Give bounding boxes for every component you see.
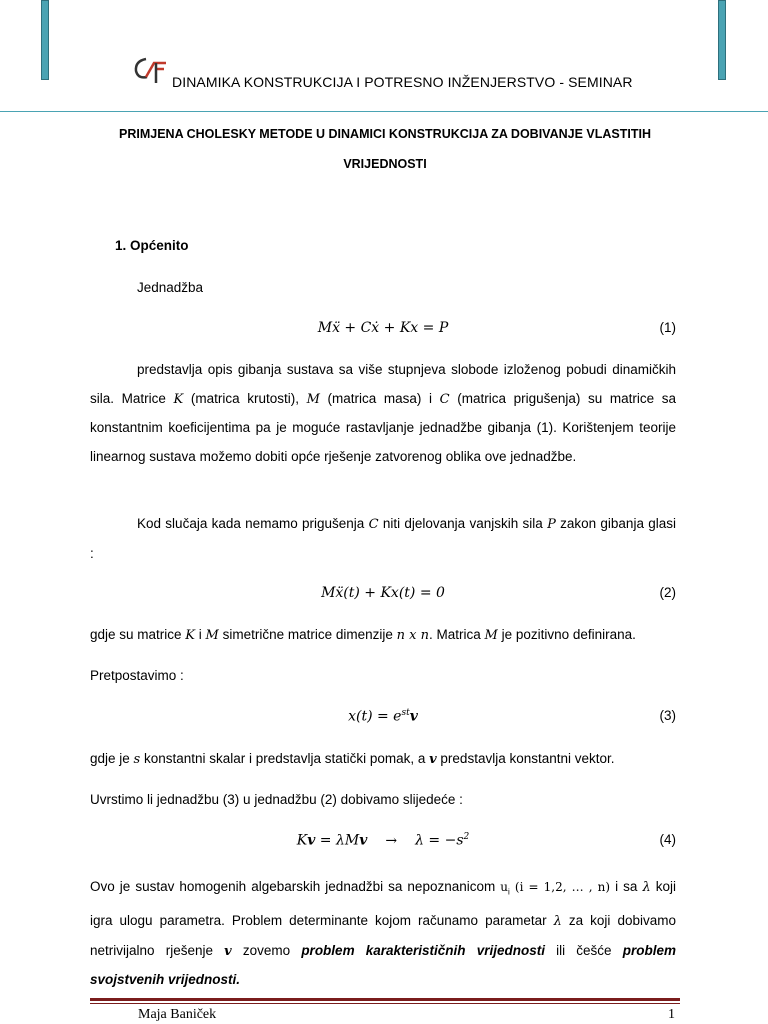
math-vector-v: v: [224, 943, 232, 959]
paragraph-5-text-b: konstantni skalar i predstavlja statički pomak, a: [140, 751, 430, 766]
paragraph-1-text-d: (matrica prigušenja) su matrice sa konstantnim koeficijentima pa je moguće rastavljanje jednadžbe gibanja (1). Korištenjem teorije linearnog sustava možemo dobiti opće rješenje zatvorenog oblika ove jednadžbe.: [90, 390, 676, 464]
equation-3-exponent: st: [401, 708, 410, 718]
equation-2-formula: Mẍ(t) + Kx(t) = 0: [321, 585, 445, 601]
math-symbol-lambda: λ: [642, 880, 651, 895]
paragraph-7-text-b: i sa: [610, 879, 643, 894]
paragraph-7-text-c: koji igra ulogu parametra. Problem determinante kojom računamo parametar: [90, 879, 677, 929]
equation-4-middle: = λM: [315, 832, 360, 849]
equation-4-vector: v: [307, 832, 316, 849]
faculty-logo-icon: [132, 55, 170, 85]
section-heading: 1. Općenito: [115, 238, 189, 253]
math-symbol-P: P: [547, 517, 556, 532]
math-symbol-M: M: [306, 391, 320, 407]
math-vector-v: v: [429, 752, 437, 767]
paragraph-3-text-b: i: [195, 627, 206, 642]
paragraph-3-text-c: simetrične matrice dimenzije: [218, 627, 397, 642]
paragraph-2-text-a: Kod slučaja kada nemamo prigušenja: [137, 516, 369, 531]
right-decorative-bar: [718, 0, 726, 80]
equation-4-K: K: [296, 832, 308, 849]
paragraph-2-text-b: niti djelovanja vanjskih sila: [378, 516, 548, 531]
paragraph-1-text-b: (matrica krutosti),: [183, 390, 307, 406]
footer-author: Maja Baniček: [138, 1007, 217, 1022]
header-title: DINAMIKA KONSTRUKCIJA I POTRESNO INŽENJERSTVO - SEMINAR: [172, 74, 633, 90]
footer-divider-thin: [90, 1003, 680, 1004]
math-symbol-M: M: [484, 628, 498, 643]
equation-3-base: x(t) = e: [348, 708, 402, 725]
paragraph-2: [90, 510, 676, 568]
equation-4-vector: v: [359, 832, 368, 849]
equation-2: [90, 585, 676, 607]
paragraph-7: [90, 873, 676, 995]
paragraph-4: Pretpostavimo :: [90, 668, 184, 683]
math-symbol-K: K: [173, 391, 184, 407]
paragraph-5-text-a: gdje je: [90, 751, 134, 766]
equation-3-formula: [90, 708, 676, 725]
equation-3-vector: v: [409, 708, 418, 725]
paragraph-3-text-a: gdje su matrice: [90, 627, 186, 642]
paragraph-7-text-e: zovemo: [231, 942, 302, 958]
paragraph-2-text-c: zakon gibanja glasi :: [90, 516, 677, 561]
document-title-line-1: PRIMJENA CHOLESKY METODE U DINAMICI KONSTRUKCIJA ZA DOBIVANJE VLASTITIH: [119, 127, 651, 141]
paragraph-7-text-f: ili češće: [544, 942, 623, 958]
header-divider: [0, 111, 768, 112]
equation-4-number: (4): [659, 832, 676, 847]
paragraph-5-text-c: predstavlja konstantni vektor.: [436, 751, 615, 766]
emphasis-characteristic-values: problem karakterističnih vrijednosti: [301, 942, 545, 958]
math-symbol-K: K: [185, 628, 196, 643]
footer-divider-thick: [90, 998, 680, 1001]
equation-1-number: (1): [659, 320, 676, 335]
paragraph-1-text-a: predstavlja opis gibanja sustava sa više stupnjeva slobode izloženog pobudi dinamičkih sila. Matrice: [90, 362, 676, 406]
emphasis-eigenvalue-problem: problem svojstvenih vrijednosti.: [90, 942, 676, 988]
math-index-range: (i = 1,2, … , n): [509, 880, 611, 894]
document-title-line-2: VRIJEDNOSTI: [343, 157, 427, 171]
math-symbol-M: M: [205, 628, 219, 643]
paragraph-3: [90, 621, 676, 651]
equation-1: [90, 320, 676, 342]
arrow-icon: →: [385, 832, 398, 849]
math-symbol-s: s: [133, 752, 141, 767]
intro-text: Jednadžba: [137, 280, 204, 295]
paragraph-7-text-a: Ovo je sustav homogenih algebarskih jednadžbi sa nepoznanicom: [90, 879, 501, 894]
paragraph-5: [90, 745, 676, 775]
equation-3-number: (3): [659, 708, 676, 723]
paragraph-6: Uvrstimo li jednadžbu (3) u jednadžbu (2) dobivamo slijedeće :: [90, 792, 463, 807]
paragraph-3-text-d: . Matrica: [429, 627, 485, 642]
equation-2-number: (2): [659, 585, 676, 600]
equation-4-rhs: λ = −s: [415, 832, 464, 849]
left-decorative-bar: [41, 0, 49, 80]
math-unknown-u: u: [500, 880, 509, 894]
paragraph-3-text-e: je pozitivno definirana.: [497, 627, 636, 642]
paragraph-1: [90, 356, 676, 471]
paragraph-7-text-d: za koji dobivamo netrivijalno rješenje: [90, 913, 676, 958]
math-symbol-C: C: [368, 517, 379, 532]
equation-1-formula: Mẍ + Cẋ + Kx = P: [317, 320, 449, 336]
math-dimension: n x n: [396, 628, 429, 643]
math-subscript-i: i: [508, 887, 510, 897]
equation-4-exponent: 2: [463, 832, 470, 842]
page-number: 1: [668, 1007, 675, 1022]
equation-4-formula: [90, 832, 676, 849]
equation-3: [90, 708, 676, 730]
equation-4: [90, 832, 676, 854]
paragraph-1-text-c: (matrica masa) i: [319, 390, 440, 406]
math-symbol-lambda: λ: [553, 914, 562, 930]
math-symbol-C: C: [439, 391, 450, 407]
